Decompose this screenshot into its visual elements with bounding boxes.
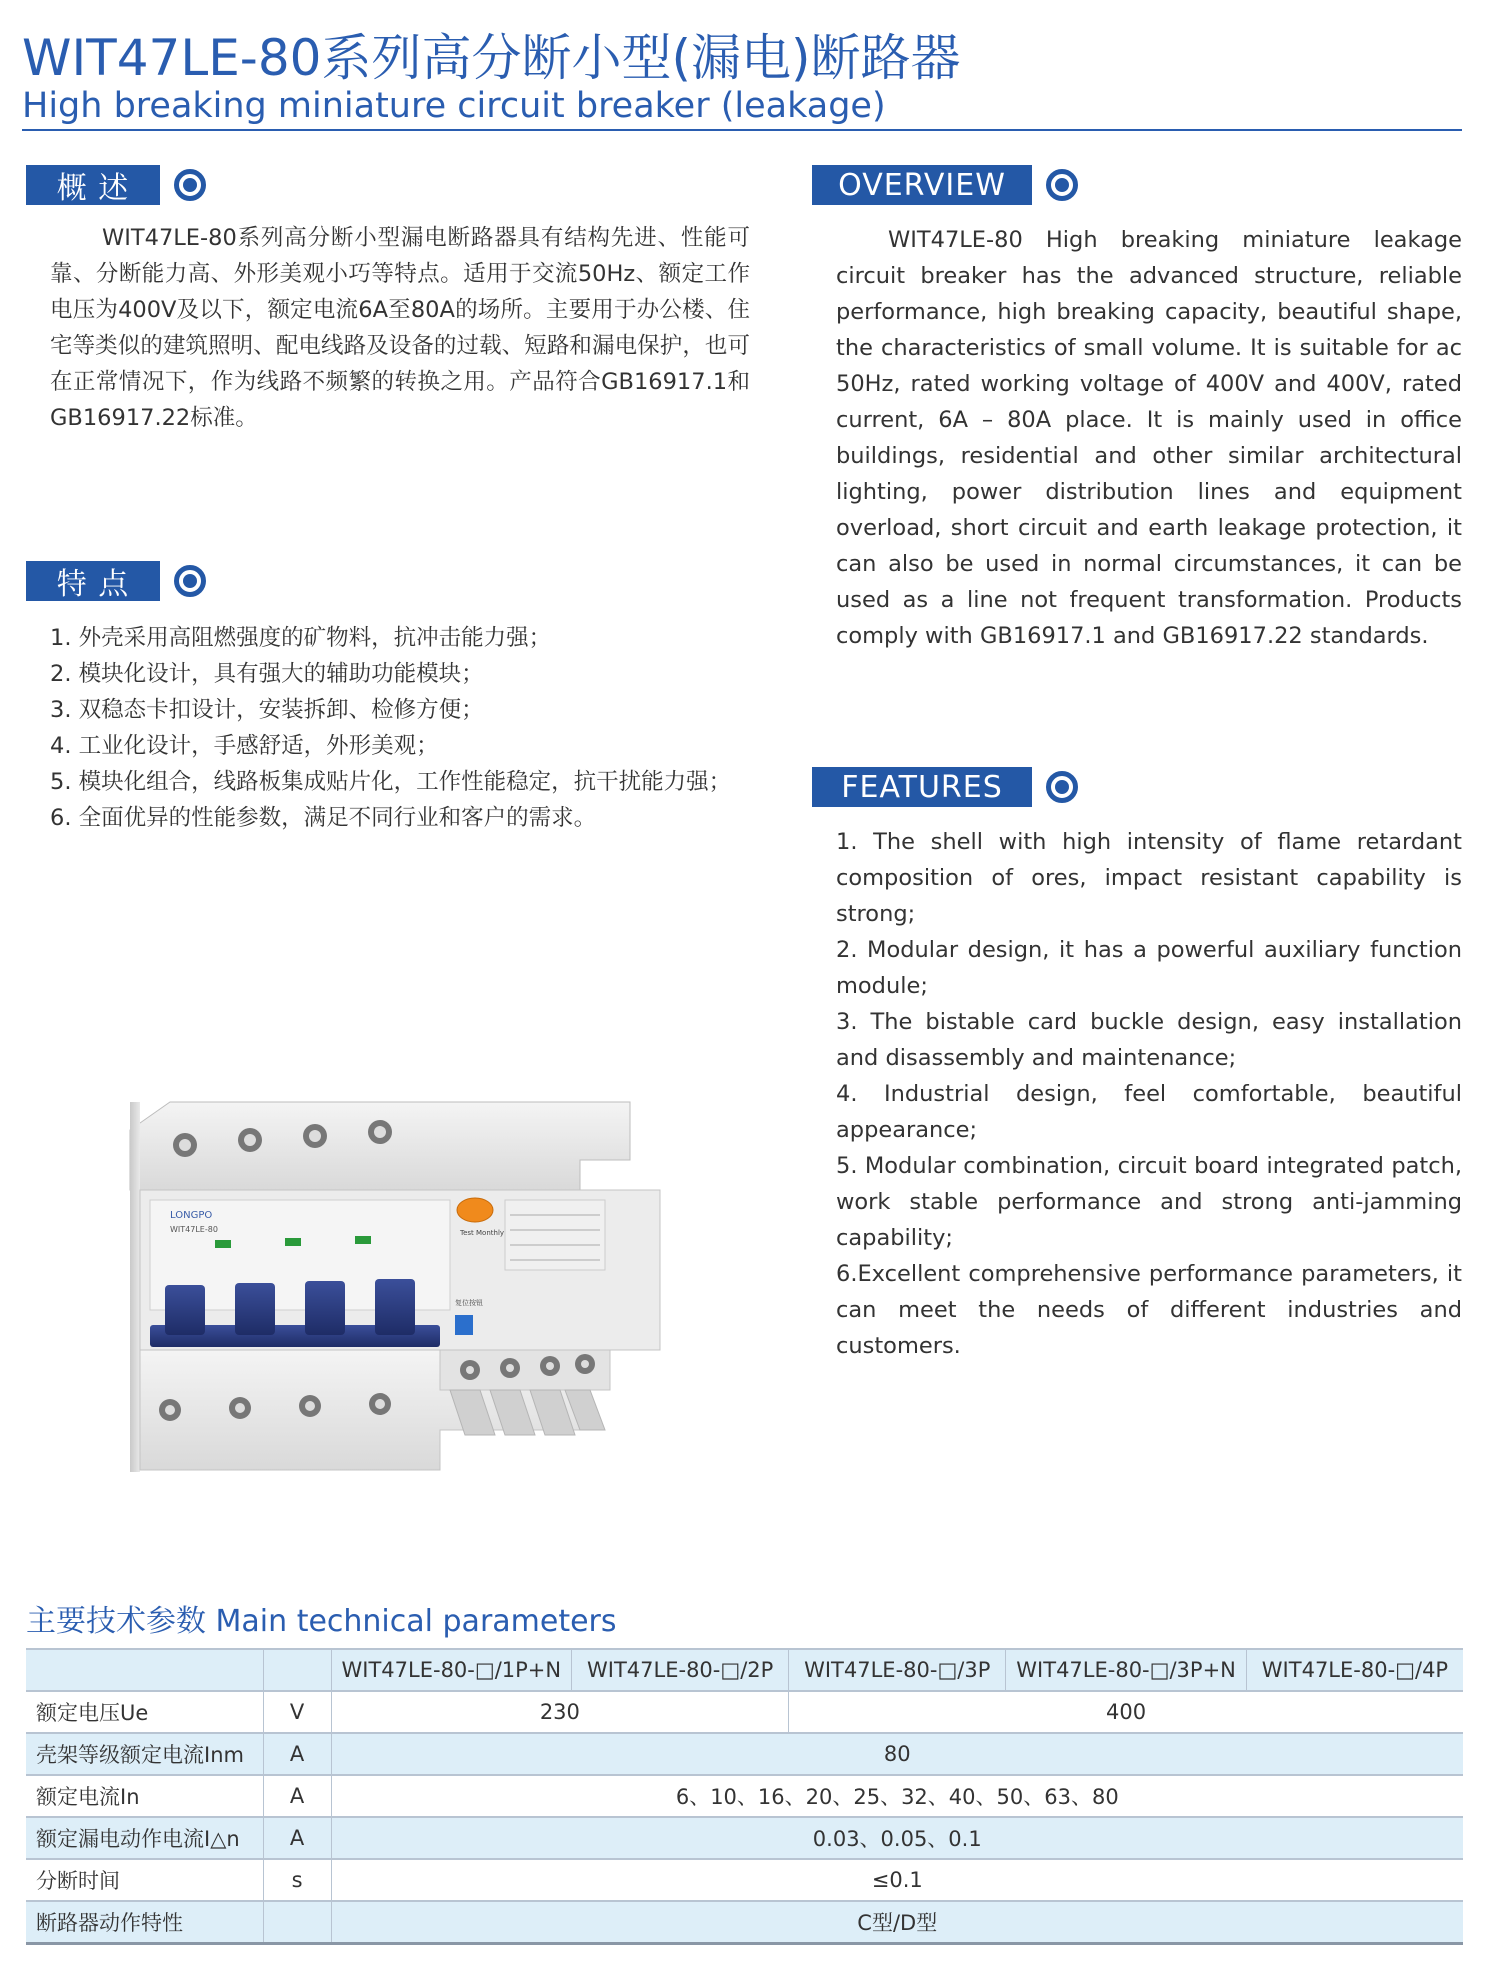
list-item: 1. The shell with high intensity of flame retardant composition of ores, impact resistant capability is strong; (836, 829, 1462, 927)
table-row (26, 1733, 1463, 1775)
list-item: 3. The bistable card buckle design, easy installation and disassembly and maintenance; (836, 1009, 1462, 1071)
list-item: 4. Industrial design, feel comfortable, beautiful appearance; (836, 1081, 1462, 1143)
page-title-cn: WIT47LE-80系列高分断小型(漏电)断路器 (22, 29, 961, 87)
param-value: 0.03、0.05、0.1 (331, 1817, 1463, 1859)
product-image (110, 1090, 670, 1510)
page-title-en: High breaking miniature circuit breaker (leakage) (22, 86, 886, 126)
target-icon (174, 169, 206, 201)
param-value: ≤0.1 (871, 1868, 923, 1892)
list-item: 2. 模块化设计，具有强大的辅助功能模块； (50, 661, 484, 687)
table-row (26, 1691, 1463, 1733)
section-header-features-en (812, 766, 1078, 808)
features-cn-list (50, 620, 750, 836)
section-label: 特 点 (26, 561, 160, 601)
model-header: WIT47LE-80-□/4P (1246, 1649, 1463, 1691)
param-name: 分断时间 (26, 1859, 263, 1901)
model-header: WIT47LE-80-□/3P+N (1006, 1649, 1247, 1691)
param-unit (263, 1901, 331, 1944)
list-item: 5. Modular combination, circuit board integrated patch, work stable performance and strong anti-jamming capability; (836, 1153, 1462, 1251)
param-name: 额定电流In (26, 1775, 263, 1817)
list-item: 2. Modular design, it has a powerful auxiliary function module; (836, 937, 1462, 999)
product-model: WIT47LE-80 (170, 1225, 218, 1234)
param-unit: A (263, 1775, 331, 1817)
section-label: FEATURES (812, 767, 1032, 807)
param-name: 断路器动作特性 (26, 1901, 263, 1944)
overview-cn-text: WIT47LE-80系列高分断小型漏电断路器具有结构先进、性能可靠、分断能力高、外形美观小巧等特点。适用于交流50Hz、额定工作电压为400V及以下，额定电流6A至80A的场所。主要用于办公楼、住宅等类似的建筑照明、配电线路及设备的过载、短路和漏电保护，也可在正常情况下，作为线路不频繁的转换之用。产品符合GB16917.1和GB16917.22标准。 (50, 225, 750, 431)
table-row (26, 1859, 1463, 1901)
section-header-overview-en (812, 164, 1078, 206)
model-header: WIT47LE-80-□/3P (789, 1649, 1006, 1691)
param-name: 额定电压Ue (26, 1691, 263, 1733)
list-item: 1. 外壳采用高阻燃强度的矿物料，抗冲击能力强； (50, 625, 552, 651)
table-row (26, 1649, 1463, 1691)
param-unit: V (263, 1691, 331, 1733)
list-item: 4. 工业化设计，手感舒适，外形美观； (50, 733, 439, 759)
target-icon (1046, 169, 1078, 201)
target-icon (174, 565, 206, 597)
table-row (26, 1775, 1463, 1817)
model-header: WIT47LE-80-□/2P (572, 1649, 789, 1691)
list-item: 5. 模块化组合，线路板集成贴片化，工作性能稳定，抗干扰能力强； (50, 769, 732, 795)
section-label: 概 述 (26, 165, 160, 205)
model-header: WIT47LE-80-□/1P+N (331, 1649, 572, 1691)
section-header-overview-cn (26, 164, 206, 206)
param-value: C型/D型 (331, 1901, 1463, 1944)
params-table (26, 1648, 1463, 1945)
list-item: 6.Excellent comprehensive performance parameters, it can meet the needs of different industries and customers. (836, 1261, 1462, 1359)
param-value: 6、10、16、20、25、32、40、50、63、80 (675, 1785, 1119, 1809)
overview-en-text: WIT47LE-80 High breaking miniature leakage circuit breaker has the advanced structure, reliable performance, high breaking capacity, beautiful shape, the characteristics of small volume. It is suitable for ac 50Hz, rated working voltage of 400V and 400V, rated current, 6A – 80A place. It is mainly used in office buildings, residential and other similar architectural lighting, power distribution lines and equipment overload, short circuit and earth leakage protection, it can also be used in normal circumstances, it can be used as a line not frequent transformation. Products comply with GB16917.1 and GB16917.22 standards. (836, 227, 1462, 649)
param-value: 230 (331, 1691, 789, 1733)
param-name: 额定漏电动作电流I△n (26, 1817, 263, 1859)
features-en-list (836, 824, 1462, 1364)
list-item: 3. 双稳态卡扣设计，安装拆卸、检修方便； (50, 697, 484, 723)
product-brand: LONGPO (170, 1210, 213, 1221)
table-row (26, 1901, 1463, 1944)
param-unit: s (263, 1859, 331, 1901)
table-row (26, 1817, 1463, 1859)
param-name: 壳架等级额定电流Inm (26, 1733, 263, 1775)
list-item: 6. 全面优异的性能参数，满足不同行业和客户的需求。 (50, 805, 597, 831)
section-label: OVERVIEW (812, 165, 1032, 205)
param-unit: A (263, 1733, 331, 1775)
title-divider (22, 129, 1462, 131)
section-header-features-cn (26, 560, 206, 602)
param-unit: A (263, 1817, 331, 1859)
param-value: 400 (1106, 1700, 1147, 1724)
test-label: Test Monthly (460, 1229, 505, 1237)
target-icon (1046, 771, 1078, 803)
params-title: 主要技术参数 Main technical parameters (26, 1604, 617, 1639)
param-value: 80 (331, 1733, 1463, 1775)
reset-label: 复位按钮 (455, 1299, 483, 1307)
